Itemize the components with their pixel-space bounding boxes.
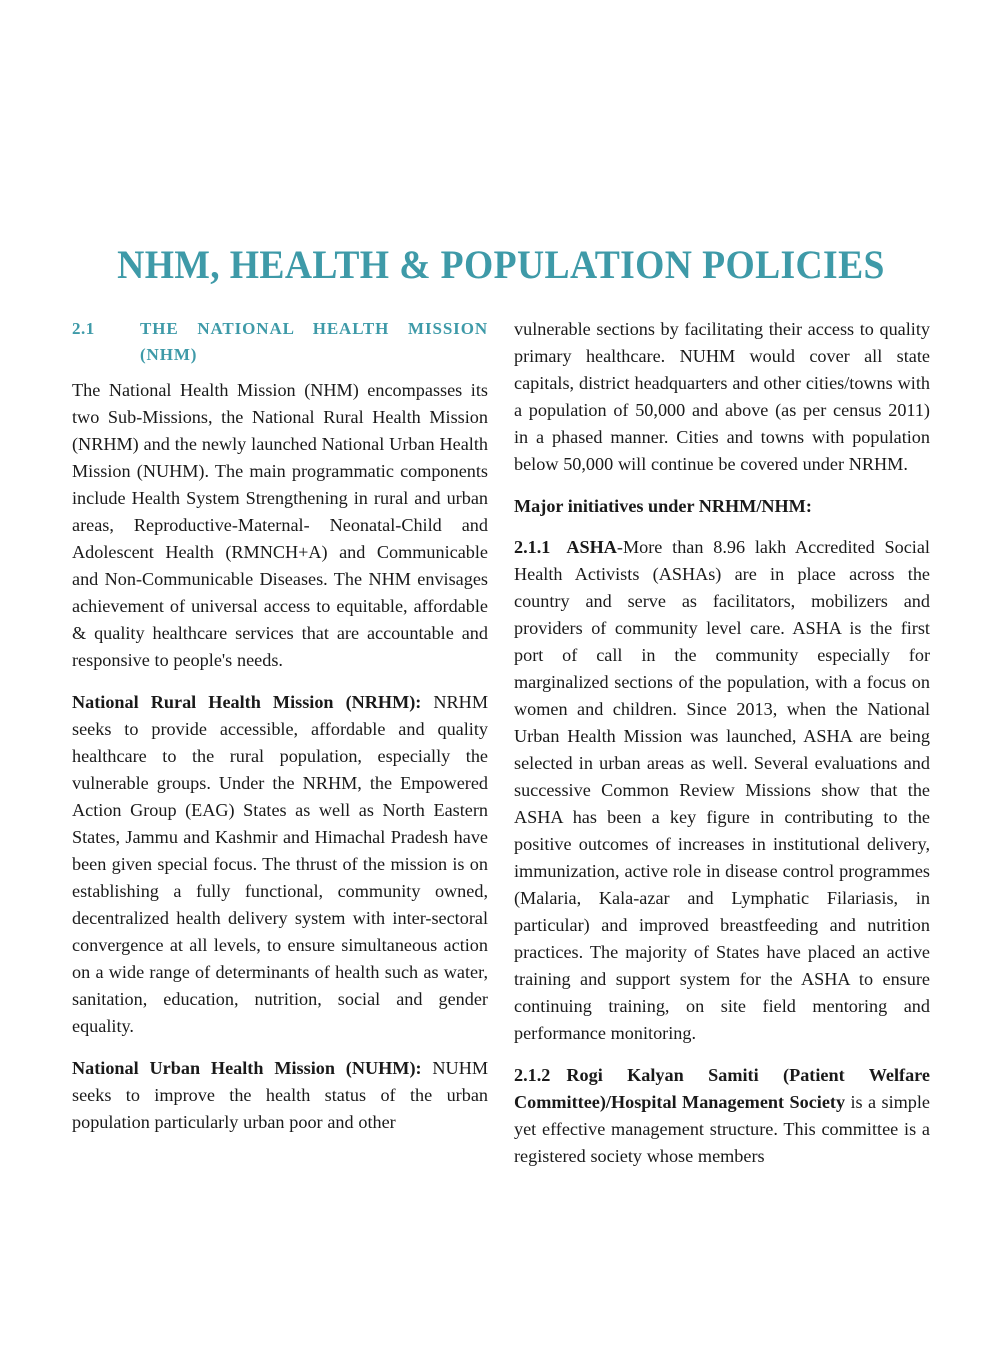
- two-column-body: [72, 316, 930, 1216]
- paragraph-nrhm: [72, 689, 488, 1040]
- item-text: More than 8.96 lakh Accredited Social Health Activists (ASHAs) are in place across the country and serve as facilitators, mobilizers and providers of community level care. ASHA is the first port of call in the community especially for marginalized sections of the population, with a focus on women and children. Since 2013, when the National Urban Health Mission was launched, ASHA are being selected in urban areas as well. Several evaluations and successive Common Review Missions show that the ASHA has been a key figure in contributing to the positive outcomes of increases in institutional delivery, immunization, active role in disease control programmes (Malaria, Kala-azar and Lymphatic Filariasis, in particular) and improved breastfeeding and nutrition practices. The majority of States have placed an active training and support system for the ASHA to ensure continuing training, on site field mentoring and performance monitoring.: [514, 537, 930, 1043]
- section-heading-text: THE NATIONAL HEALTH MISSION (NHM): [140, 319, 488, 364]
- paragraph-2-1-2-rogi-kalyan-samiti: [514, 1062, 930, 1170]
- paragraph-text: The National Health Mission (NHM) encompasses its two Sub-Missions, the National Rural Health Mission (NRHM) and the newly launched National Urban Health Mission (NUHM). The main programmatic components include Health System Strengthening in rural and urban areas, Reproductive-Maternal- Neonatal-Child and Adolescent Health (RMNCH+A) and Communicable and Non-Communicable Diseases. The NHM envisages achievement of universal access to equitable, affordable & quality healthcare services that are accountable and responsive to people's needs.: [72, 380, 488, 670]
- paragraph-nuhm-continued: [514, 316, 930, 478]
- paragraph-nuhm: [72, 1055, 488, 1136]
- paragraph-text: NRHM seeks to provide accessible, affordable and quality healthcare to the rural population, especially the vulnerable groups. Under the NRHM, the Empowered Action Group (EAG) States as well as North Eastern States, Jammu and Kashmir and Himachal Pradesh have been given special focus. The thrust of the mission is on establishing a fully functional, community owned, decentralized health delivery system with inter-sectoral convergence at all levels, to ensure simultaneous action on a wide range of determinants of health such as water, sanitation, education, nutrition, social and gender equality.: [72, 692, 488, 1036]
- paragraph-2-1-1-asha: [514, 534, 930, 1047]
- paragraph-lead-nuhm: National Urban Health Mission (NUHM):: [72, 1058, 433, 1078]
- item-lead-rogi-kalyan-samiti: Rogi Kalyan Samiti (Patient Welfare Committee)/Hospital Management Society: [514, 1065, 930, 1112]
- page-title: NHM, HEALTH & POPULATION POLICIES: [117, 241, 885, 287]
- paragraph-lead-nrhm: National Rural Health Mission (NRHM):: [72, 692, 434, 712]
- item-number-2-1-1: 2.1.1: [514, 537, 551, 557]
- item-text: is a simple yet effective management structure. This committee is a registered society whose members: [514, 1092, 930, 1166]
- item-lead-asha: ASHA: [566, 537, 617, 557]
- left-column: [72, 316, 488, 1136]
- section-heading-2-1: [72, 316, 488, 368]
- subheading-text: Major initiatives under NRHM/NHM:: [514, 496, 812, 516]
- paragraph-text: NUHM seeks to improve the health status of the urban population particularly urban poor and other: [72, 1058, 488, 1132]
- item-number-2-1-2: 2.1.2: [514, 1065, 551, 1085]
- item-separator: -: [616, 537, 623, 557]
- section-number: 2.1: [72, 319, 95, 338]
- right-column: [514, 316, 930, 1170]
- subheading-major-initiatives: [514, 493, 930, 520]
- paragraph-text: vulnerable sections by facilitating their access to quality primary healthcare. NUHM would cover all state capitals, district headquarters and other cities/towns with a population of 50,000 and above (as per census 2011) in a phased manner. Cities and towns with population below 50,000 will continue be covered under NRHM.: [514, 319, 930, 474]
- paragraph-nhm-overview: [72, 377, 488, 674]
